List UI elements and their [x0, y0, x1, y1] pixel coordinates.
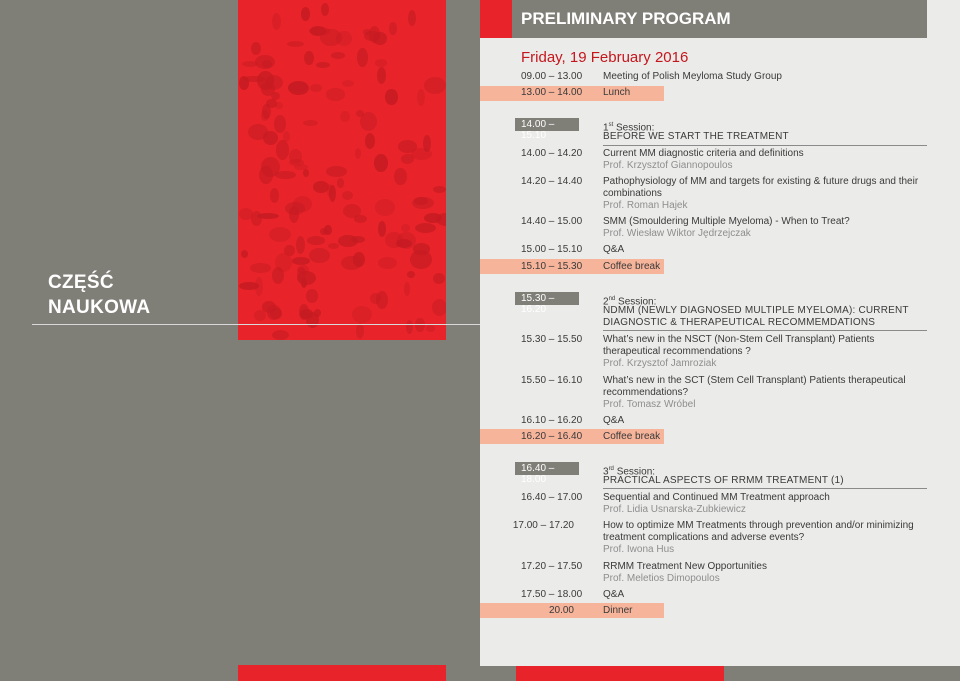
section-divider — [32, 324, 480, 325]
pattern-dot — [276, 140, 289, 159]
pattern-dot — [255, 277, 263, 297]
pattern-dot — [272, 13, 282, 31]
pattern-dot — [340, 111, 350, 123]
row-title: Coffee break — [603, 261, 661, 272]
pattern-dot — [301, 7, 310, 20]
pattern-dot — [377, 67, 387, 84]
session-rule — [603, 145, 927, 146]
pattern-dot — [288, 81, 310, 96]
decorative-red-footer-right — [516, 665, 724, 681]
row-time: 16.20 – 16.40 — [521, 431, 583, 442]
pattern-dot — [432, 299, 446, 316]
session-title: BEFORE WE START THE TREATMENT — [603, 131, 789, 142]
pattern-dot — [266, 99, 277, 107]
section-title — [48, 270, 150, 320]
pattern-dot — [417, 89, 425, 106]
pattern-dot — [283, 131, 291, 143]
pattern-dot — [309, 27, 330, 34]
section-title-line2: NAUKOWA — [48, 297, 151, 318]
section-title-line1: CZĘŚĆ — [48, 272, 114, 293]
pattern-dot — [357, 48, 368, 67]
pattern-dot — [321, 3, 329, 16]
pattern-dot — [424, 77, 445, 94]
pattern-dot — [327, 184, 333, 197]
pattern-dot — [433, 186, 446, 193]
pattern-dot — [326, 166, 347, 177]
pattern-dot — [242, 61, 258, 67]
pattern-dot — [401, 154, 414, 164]
program-header — [512, 0, 927, 38]
pattern-dot — [303, 169, 309, 177]
row-time: 15.30 – 15.50 — [521, 334, 583, 345]
row-time: 16.10 – 16.20 — [521, 415, 583, 426]
pattern-dot — [378, 221, 386, 237]
pattern-dot — [316, 62, 330, 68]
session-time-badge: 16.40 – 18.00 — [515, 462, 579, 475]
row-content — [603, 561, 928, 585]
row-content — [603, 520, 928, 556]
row-time: 14.20 – 14.40 — [521, 176, 583, 187]
row-title: Pathophysiology of MM and targets for existing & future drugs and their combinations — [603, 176, 919, 199]
row-speaker: Prof. Wiesław Wiktor Jędrzejczak — [603, 228, 751, 239]
session-title: NDMM (NEWLY DIAGNOSED MULTIPLE MYELOMA): CURRENT DIAGNOSTIC & THERAPEUTICAL RECOMMEMDATIONS — [603, 305, 909, 328]
row-title: Coffee break — [603, 431, 661, 442]
row-title: Q&A — [603, 415, 625, 426]
pattern-dot — [375, 59, 386, 66]
pattern-dot — [300, 309, 312, 318]
row-time: 09.00 – 13.00 — [521, 71, 583, 82]
pattern-dot — [267, 305, 281, 320]
row-speaker: Prof. Tomasz Wróbel — [603, 399, 696, 410]
pattern-dot — [336, 31, 351, 46]
pattern-dot — [331, 52, 346, 59]
pattern-dot — [262, 60, 273, 68]
pattern-dot — [365, 133, 375, 149]
pattern-dot — [423, 135, 431, 152]
row-title: Current MM diagnostic criteria and definitions — [603, 148, 804, 159]
pattern-dot — [354, 215, 367, 223]
pattern-dot — [385, 232, 402, 249]
pattern-dot — [310, 84, 322, 92]
row-title: Q&A — [603, 589, 625, 600]
pattern-dot — [287, 41, 304, 47]
pattern-dot — [304, 51, 314, 65]
row-time: 20.00 — [548, 605, 574, 616]
pattern-dot — [408, 10, 416, 26]
row-time: 16.40 – 17.00 — [521, 492, 583, 503]
pattern-dot — [407, 271, 415, 279]
row-title: RRMM Treatment New Opportunities — [603, 561, 767, 572]
pattern-dot — [328, 243, 339, 249]
program-date: Friday, 19 February 2016 — [521, 49, 689, 66]
pattern-dot — [401, 224, 410, 232]
pattern-dot — [275, 253, 292, 272]
pattern-dot — [433, 273, 445, 284]
session-rule — [603, 488, 927, 489]
pattern-dot — [385, 89, 397, 105]
session-label: 2nd Session: — [603, 296, 657, 308]
pattern-dot — [303, 120, 318, 126]
pattern-dot — [378, 257, 397, 269]
pattern-dot — [341, 256, 361, 270]
row-speaker: Prof. Krzysztof Jamroziak — [603, 358, 717, 369]
pattern-dot — [254, 310, 266, 321]
row-time: 14.00 – 14.20 — [521, 148, 583, 159]
session-label: 3rd Session: — [603, 466, 656, 478]
pattern-dot — [270, 188, 280, 203]
row-speaker: Prof. Krzysztof Giannopoulos — [603, 160, 733, 171]
pattern-dot — [324, 225, 331, 235]
pattern-dot — [296, 236, 305, 254]
row-time: 17.00 – 17.20 — [512, 520, 574, 531]
pattern-dot — [394, 168, 406, 185]
row-speaker: Prof. Iwona Hus — [603, 544, 675, 555]
pattern-dot — [375, 199, 394, 215]
row-time: 15.00 – 15.10 — [521, 244, 583, 255]
row-content — [603, 176, 928, 212]
row-time: 13.00 – 14.00 — [521, 87, 583, 98]
pattern-dot — [309, 248, 329, 263]
row-time: 14.40 – 15.00 — [521, 216, 583, 227]
row-title: SMM (Smouldering Multiple Myeloma) - When to Treat? — [603, 216, 850, 227]
row-speaker: Prof. Roman Hajek — [603, 200, 688, 211]
row-title: Meeting of Polish Meyloma Study Group — [603, 71, 782, 82]
pattern-dot — [272, 330, 289, 340]
row-content — [603, 216, 928, 240]
row-title: How to optimize MM Treatments through prevention and/or minimizing treatment complications and adverse events? — [603, 520, 914, 543]
pattern-dot — [307, 236, 325, 245]
row-time: 17.50 – 18.00 — [521, 589, 583, 600]
pattern-dot — [239, 76, 249, 90]
row-title: What’s new in the SCT (Stem Cell Transplant) Patients therapeutical recommendations? — [603, 375, 906, 398]
pattern-dot — [275, 171, 296, 179]
pattern-dot — [342, 80, 354, 87]
pattern-dot — [251, 42, 261, 55]
pattern-dot — [342, 191, 353, 200]
pattern-dot — [250, 263, 272, 273]
row-title: Q&A — [603, 244, 625, 255]
row-content — [603, 492, 928, 516]
header-accent — [480, 0, 512, 38]
pattern-dot — [426, 325, 435, 332]
pattern-dot — [373, 32, 387, 45]
row-title: Sequential and Continued MM Treatment approach — [603, 492, 830, 503]
session-rule — [603, 330, 927, 331]
row-content — [603, 334, 928, 370]
pattern-dot — [241, 250, 249, 258]
row-content — [603, 375, 928, 411]
pattern-dot — [352, 306, 372, 323]
pattern-dot — [415, 223, 436, 233]
pattern-dot — [355, 148, 361, 159]
pattern-dot — [351, 236, 365, 242]
pattern-dot — [269, 227, 291, 242]
pattern-dot — [406, 320, 413, 334]
pattern-dot — [274, 115, 286, 133]
pattern-dot — [306, 289, 318, 303]
decorative-red-pattern — [238, 0, 446, 340]
row-title: Dinner — [603, 605, 633, 616]
pattern-dot — [356, 323, 364, 339]
pattern-dot — [413, 243, 431, 255]
row-title: What’s new in the NSCT (Non-Stem Cell Transplant) Patients therapeutical recommendations ? — [603, 334, 875, 357]
row-content — [603, 148, 928, 172]
session-label: 1st Session: — [603, 122, 655, 134]
pattern-dot — [263, 131, 278, 145]
row-title: Lunch — [603, 87, 631, 98]
pattern-dot — [374, 154, 388, 173]
session-time-badge: 14.00 – 15.10 — [515, 118, 579, 131]
pattern-dot — [289, 149, 302, 164]
row-speaker: Prof. Meletios Dimopoulos — [603, 573, 720, 584]
pattern-dot — [292, 257, 310, 265]
row-time: 17.20 – 17.50 — [521, 561, 583, 572]
row-time: 15.50 – 16.10 — [521, 375, 583, 386]
pattern-dot — [289, 206, 299, 223]
program-title: PRELIMINARY PROGRAM — [521, 9, 731, 28]
pattern-dot — [314, 309, 321, 317]
pattern-dot — [326, 88, 345, 100]
pattern-dot — [337, 178, 344, 188]
pattern-dot — [297, 271, 316, 285]
pattern-dot — [257, 71, 274, 90]
pattern-dot — [412, 197, 434, 209]
session-title: PRACTICAL ASPECTS OF RRMM TREATMENT (1) — [603, 475, 844, 486]
decorative-red-footer-left — [238, 665, 446, 681]
row-time: 15.10 – 15.30 — [521, 261, 583, 272]
pattern-dot — [389, 22, 397, 34]
pattern-dot — [404, 282, 410, 296]
row-speaker: Prof. Lidia Usnarska-Zubkiewicz — [603, 504, 746, 515]
session-time-badge: 15.30 – 16.20 — [515, 292, 579, 305]
